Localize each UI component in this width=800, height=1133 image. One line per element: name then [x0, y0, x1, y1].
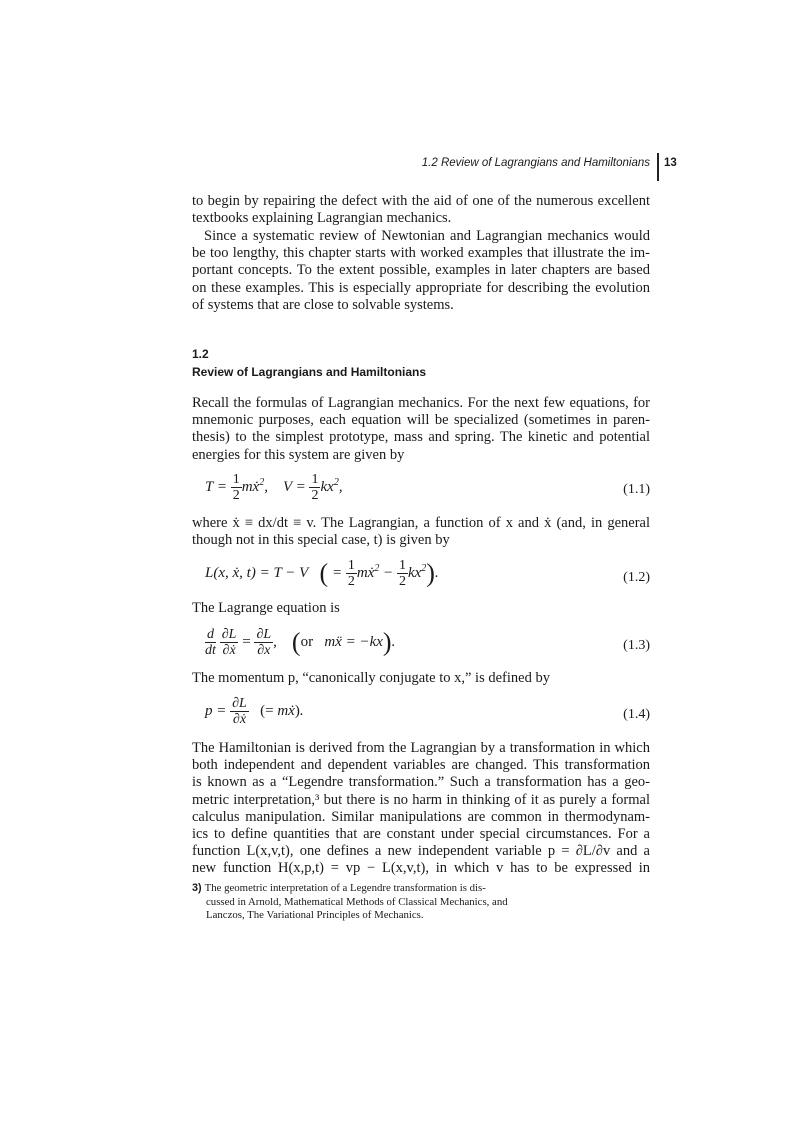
- header-rule: [657, 153, 659, 181]
- section-number: 1.2: [192, 347, 209, 361]
- equation-1-3: [205, 627, 650, 667]
- equation-number: (1.1): [623, 482, 650, 497]
- text-line: Recall the formulas of Lagrangian mechanics. For the next few equations, for: [192, 395, 650, 411]
- page-number: 13: [664, 157, 677, 169]
- text-line: function L(x,v,t), one defines a new independent variable p = ∂L/∂v and a: [192, 843, 650, 860]
- equation-body: p = $\frac{\partial L}{\text{∂ẋ}}$ (= mẋ).: [205, 696, 304, 727]
- text-line: of systems that are close to solvable systems.: [192, 296, 454, 313]
- paragraph-hamiltonian: [192, 740, 650, 878]
- paragraph-lagrange-eq: [192, 600, 650, 617]
- equation-body: T = $\frac{1}{2}$ mẋ$^2$, V = $\frac{1}{2}$ $kx^2$,: [205, 472, 343, 503]
- text-line: both independent and dependent variables are changed. This transformation: [192, 757, 650, 774]
- text-line: where ẋ ≡ dx/dt ≡ v. The Lagrangian, a function of x and ẋ (and, in general: [192, 515, 650, 531]
- text-line: metric interpretation,³ but there is no harm in thinking of it as purely a formal: [192, 791, 650, 808]
- equation-1-4: [205, 696, 650, 736]
- section-title: Review of Lagrangians and Hamiltonians: [192, 365, 427, 379]
- equation-number: (1.4): [623, 707, 650, 722]
- paragraph-intro-2: [192, 228, 650, 314]
- text-line: The momentum p, “canonically conjugate to x,” is defined by: [192, 670, 550, 686]
- paragraph-intro-1: [192, 193, 650, 227]
- text-line: though not in this special case, t) is given by: [192, 532, 450, 549]
- text-line: to begin by repairing the defect with the aid of one of the numerous excellent: [192, 193, 650, 209]
- text-line: on these examples. This is especially appropriate for describing the evolution: [192, 279, 650, 296]
- text-line: The Hamiltonian is derived from the Lagrangian by a transformation in which: [192, 740, 650, 756]
- equation-body: $\frac{d}{dt}$ $\frac{\partial L}{\text{∂ẋ}}$ = $\frac{\partial L}{\partial x}$ , (or mẍ = −kx).: [205, 627, 396, 658]
- paragraph-recall: [192, 395, 650, 464]
- text-line: textbooks explaining Lagrangian mechanics.: [192, 210, 452, 227]
- footnote: [192, 882, 532, 923]
- text-line: The Lagrange equation is: [192, 600, 340, 616]
- text-line: ics to define quantities that are constant under special circumstances. For a: [192, 826, 650, 843]
- equation-1-2: [205, 558, 650, 598]
- paragraph-momentum: [192, 670, 650, 687]
- paragraph-where: [192, 515, 650, 549]
- footnote-mark: 3): [192, 882, 202, 894]
- footnote-line: The geometric interpretation of a Legendre transformation is dis-: [204, 882, 486, 894]
- text-line: Since a systematic review of Newtonian and Lagrangian mechanics would: [204, 228, 650, 244]
- footnote-line: Lanczos, The Variational Principles of Mechanics.: [206, 909, 424, 921]
- text-line: mnemonic purposes, each equation will be specialized (sometimes in paren-: [192, 412, 650, 429]
- text-line: calculus manipulation. Similar manipulations are common in thermodynam-: [192, 808, 650, 825]
- text-line: portant concepts. To the extent possible, examples in later chapters are based: [192, 262, 650, 279]
- equation-body: L(x, ẋ, t) = T − V ( = $\frac{1}{2}$ mẋ$^2$ − $\frac{1}{2}$ $kx^2$).: [205, 558, 439, 589]
- footnote-line: cussed in Arnold, Mathematical Methods of Classical Mechanics, and: [206, 895, 508, 908]
- equation-number: (1.3): [623, 638, 650, 653]
- text-line: is known as a “Legendre transformation.” Such a transformation has a geo-: [192, 774, 650, 791]
- text-line: thesis) to the simplest prototype, mass and spring. The kinetic and potential: [192, 429, 650, 446]
- equation-1-1: [205, 472, 650, 512]
- running-head: 1.2 Review of Lagrangians and Hamiltonians: [421, 157, 650, 169]
- text-line: energies for this system are given by: [192, 446, 405, 463]
- text-line: be too lengthy, this chapter starts with worked examples that illustrate the im-: [192, 245, 650, 262]
- equation-number: (1.2): [623, 570, 650, 585]
- text-line: new function H(x,p,t) = vp − L(x,v,t), in which v has to be expressed in: [192, 860, 650, 877]
